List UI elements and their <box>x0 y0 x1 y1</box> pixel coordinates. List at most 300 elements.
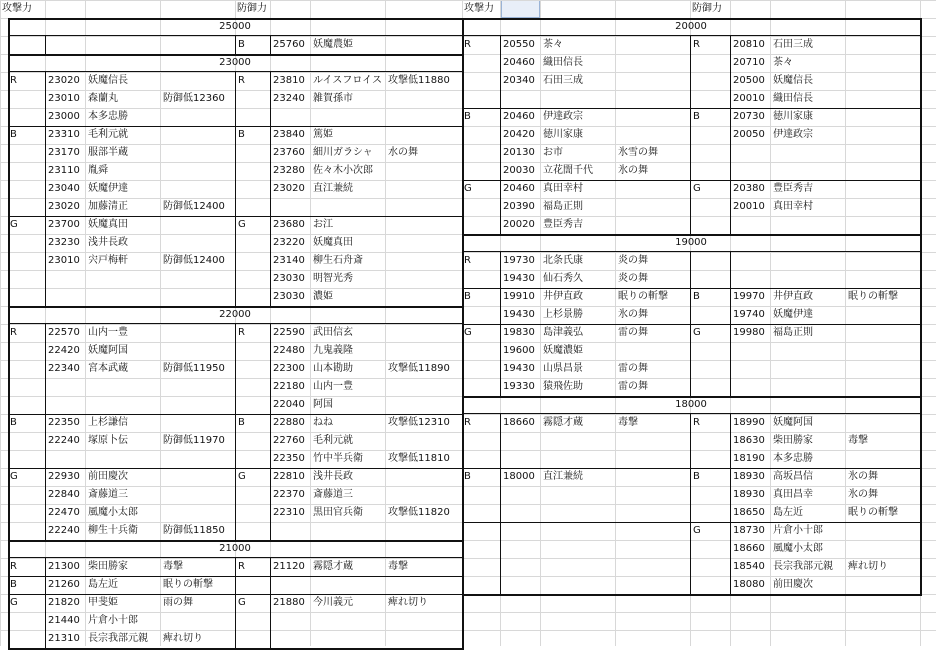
cell-attr-left: R <box>464 417 471 428</box>
cell-score-right: 22350 <box>273 453 305 464</box>
cell-name-left: 島津義弘 <box>543 327 583 338</box>
cell-name-right: 片倉小十郎 <box>773 525 823 536</box>
cell-name-right: 雑賀孫市 <box>313 93 353 104</box>
score-band-header: 19000 <box>675 237 707 248</box>
cell-name-left: お市 <box>543 147 563 158</box>
cell-attr-left: R <box>10 327 17 338</box>
attribute-group-divider <box>8 594 464 595</box>
cell-name-left: 片倉小十郎 <box>88 615 138 626</box>
cell-score-right: 18540 <box>733 561 765 572</box>
cell-score-left: 19730 <box>503 255 535 266</box>
cell-name-right: 徳川家康 <box>773 111 813 122</box>
cell-attr-right: B <box>238 417 245 428</box>
table-inner-vertical <box>690 36 691 234</box>
cell-score-left: 19330 <box>503 381 535 392</box>
cell-score-left: 19430 <box>503 363 535 374</box>
cell-name-left: 北条氏康 <box>543 255 583 266</box>
cell-name-left: 上杉景勝 <box>543 309 583 320</box>
cell-score-right: 18930 <box>733 471 765 482</box>
band-header-top-border <box>8 54 464 56</box>
cell-attr-right: R <box>238 327 245 338</box>
cell-note-left: 炎の舞 <box>618 273 648 284</box>
cell-name-left: 猿飛佐助 <box>543 381 583 392</box>
cell-name-left: 真田幸村 <box>543 183 583 194</box>
cell-attr-right: R <box>693 417 700 428</box>
cell-score-left: 23020 <box>48 201 80 212</box>
cell-score-left: 20420 <box>503 129 535 140</box>
cell-score-left: 22470 <box>48 507 80 518</box>
cell-note-right: 攻撃低11880 <box>388 75 450 86</box>
cell-note-left: 炎の舞 <box>618 255 648 266</box>
cell-attr-right: B <box>693 291 700 302</box>
cell-attr-left: G <box>10 471 18 482</box>
cell-score-left: 23010 <box>48 255 80 266</box>
cell-attr-left: B <box>10 417 17 428</box>
cell-name-right: 濃姫 <box>313 291 333 302</box>
cell-score-left: 23310 <box>48 129 80 140</box>
cell-score-right: 18930 <box>733 489 765 500</box>
score-band-header: 22000 <box>219 309 251 320</box>
cell-name-left: 宮本武蔵 <box>88 363 128 374</box>
cell-score-left: 21310 <box>48 633 80 644</box>
cell-name-left: 宍戸梅軒 <box>88 255 128 266</box>
cell-name-left: 井伊直政 <box>543 291 583 302</box>
cell-score-left: 20130 <box>503 147 535 158</box>
cell-note-right: 眠りの斬撃 <box>848 507 898 518</box>
cell-score-left: 22350 <box>48 417 80 428</box>
cell-attr-right: G <box>238 597 246 608</box>
cell-name-right: 妖魔真田 <box>313 237 353 248</box>
cell-note-right: 攻撃低11820 <box>388 507 450 518</box>
cell-name-right: 真田昌幸 <box>773 489 813 500</box>
cell-score-left: 22570 <box>48 327 80 338</box>
cell-score-left: 20460 <box>503 183 535 194</box>
cell-name-left: 山県昌景 <box>543 363 583 374</box>
cell-score-right: 22590 <box>273 327 305 338</box>
cell-name-left: 山内一豊 <box>88 327 128 338</box>
cell-note-left: 毒撃 <box>163 561 183 572</box>
cell-name-left: 島左近 <box>88 579 118 590</box>
cell-attr-left: R <box>464 255 471 266</box>
score-band-header: 18000 <box>675 399 707 410</box>
cell-score-right: 18730 <box>733 525 765 536</box>
column-heading-label: 防御力 <box>692 3 722 14</box>
cell-score-right: 20050 <box>733 129 765 140</box>
cell-score-right: 18660 <box>733 543 765 554</box>
cell-score-left: 20550 <box>503 39 535 50</box>
cell-name-left: 長宗我部元親 <box>88 633 148 644</box>
cell-name-right: 武田信玄 <box>313 327 353 338</box>
cell-name-left: 石田三成 <box>543 75 583 86</box>
attribute-group-divider <box>462 468 922 469</box>
cell-note-right: 痺れ切り <box>848 561 888 572</box>
cell-score-left: 22840 <box>48 489 80 500</box>
cell-name-left: 服部半蔵 <box>88 147 128 158</box>
cell-name-right: 高坂昌信 <box>773 471 813 482</box>
cell-name-left: 茶々 <box>543 39 563 50</box>
cell-name-left: 浅井長政 <box>88 237 128 248</box>
band-header-top-border <box>8 306 464 308</box>
cell-score-left: 21300 <box>48 561 80 572</box>
cell-score-left: 22340 <box>48 363 80 374</box>
cell-score-right: 23810 <box>273 75 305 86</box>
table-inner-vertical <box>45 72 46 306</box>
attribute-group-divider <box>462 324 922 325</box>
cell-score-left: 19600 <box>503 345 535 356</box>
table-left-border <box>462 18 464 594</box>
cell-name-left: 妖魔阿国 <box>88 345 128 356</box>
cell-score-left: 23110 <box>48 165 80 176</box>
cell-score-left: 19830 <box>503 327 535 338</box>
cell-name-right: 伊達政宗 <box>773 129 813 140</box>
cell-name-right: 細川ガラシャ <box>313 147 373 158</box>
attribute-group-divider <box>462 288 922 289</box>
cell-score-right: 19980 <box>733 327 765 338</box>
cell-attr-right: R <box>238 75 245 86</box>
cell-note-left: 防御低11850 <box>163 525 225 536</box>
cell-name-right: 阿国 <box>313 399 333 410</box>
cell-note-right: 毒撃 <box>388 561 408 572</box>
cell-score-right: 23840 <box>273 129 305 140</box>
cell-name-right: 茶々 <box>773 57 793 68</box>
cell-name-left: 森蘭丸 <box>88 93 118 104</box>
cell-note-left: 雷の舞 <box>618 381 648 392</box>
cell-attr-right: R <box>693 39 700 50</box>
cell-name-right: 織田信長 <box>773 93 813 104</box>
grid-col-line <box>770 0 771 646</box>
cell-score-left: 20460 <box>503 57 535 68</box>
cell-score-right: 23020 <box>273 183 305 194</box>
cell-name-right: 石田三成 <box>773 39 813 50</box>
cell-note-right: 攻撃低12310 <box>388 417 450 428</box>
cell-note-left: 防御低11970 <box>163 435 225 446</box>
table-inner-vertical <box>235 558 236 648</box>
cell-note-left: 毒撃 <box>618 417 638 428</box>
cell-name-right: 風魔小太郎 <box>773 543 823 554</box>
grid-row-line <box>0 270 936 271</box>
cell-attr-right: B <box>693 471 700 482</box>
cell-attr-left: R <box>10 561 17 572</box>
cell-score-left: 21440 <box>48 615 80 626</box>
table-right-border <box>920 18 922 594</box>
cell-name-left: 妖魔真田 <box>88 219 128 230</box>
cell-note-right: 氷の舞 <box>848 489 878 500</box>
cell-score-left: 23020 <box>48 75 80 86</box>
band-header-top-border <box>462 234 922 236</box>
cell-note-left: 痺れ切り <box>163 633 203 644</box>
cell-name-right: 山内一豊 <box>313 381 353 392</box>
table-bottom-border <box>462 594 922 596</box>
cell-attr-right: B <box>238 39 245 50</box>
table-inner-vertical <box>270 72 271 306</box>
table-inner-vertical <box>45 36 46 54</box>
cell-score-right: 18080 <box>733 579 765 590</box>
cell-name-right: ねね <box>313 417 333 428</box>
table-inner-vertical <box>730 414 731 594</box>
score-band-header: 25000 <box>219 21 251 32</box>
grid-col-line <box>540 0 541 646</box>
cell-note-left: 雷の舞 <box>618 363 648 374</box>
table-inner-vertical <box>500 36 501 234</box>
table-inner-vertical <box>235 72 236 306</box>
table-inner-vertical <box>500 414 501 594</box>
cell-score-right: 20710 <box>733 57 765 68</box>
score-band-header: 23000 <box>219 57 251 68</box>
cell-score-right: 19740 <box>733 309 765 320</box>
table-inner-vertical <box>45 558 46 648</box>
cell-score-right: 23280 <box>273 165 305 176</box>
column-heading-label: 攻撃力 <box>464 3 494 14</box>
cell-name-left: 柴田勝家 <box>88 561 128 572</box>
cell-name-left: 伊達政宗 <box>543 111 583 122</box>
cell-score-left: 23010 <box>48 93 80 104</box>
cell-name-right: 山本勘助 <box>313 363 353 374</box>
cell-note-left: 雷の舞 <box>618 327 648 338</box>
cell-attr-left: R <box>10 75 17 86</box>
cell-score-right: 20500 <box>733 75 765 86</box>
cell-score-right: 22880 <box>273 417 305 428</box>
cell-note-left: 氷の舞 <box>618 165 648 176</box>
table-inner-vertical <box>690 414 691 594</box>
cell-note-left: 眠りの斬撃 <box>163 579 213 590</box>
grid-row-line <box>0 378 936 379</box>
cell-score-right: 21880 <box>273 597 305 608</box>
cell-score-left: 20340 <box>503 75 535 86</box>
cell-attr-right: G <box>693 327 701 338</box>
cell-score-left: 23700 <box>48 219 80 230</box>
attribute-group-divider <box>8 576 464 577</box>
cell-score-right: 22370 <box>273 489 305 500</box>
table-inner-vertical <box>270 324 271 540</box>
cell-score-left: 22240 <box>48 525 80 536</box>
cell-score-right: 23030 <box>273 291 305 302</box>
cell-attr-right: R <box>238 561 245 572</box>
score-band-header: 20000 <box>675 21 707 32</box>
cell-name-right: 妖魔信長 <box>773 75 813 86</box>
cell-score-right: 22310 <box>273 507 305 518</box>
attribute-group-divider <box>8 468 464 469</box>
cell-score-right: 20010 <box>733 201 765 212</box>
cell-name-left: 豊臣秀吉 <box>543 219 583 230</box>
cell-score-left: 20390 <box>503 201 535 212</box>
cell-name-right: 柳生石舟斎 <box>313 255 363 266</box>
cell-name-right: 浅井長政 <box>313 471 353 482</box>
table-inner-vertical <box>235 324 236 540</box>
cell-score-right: 18630 <box>733 435 765 446</box>
cell-note-right: 眠りの斬撃 <box>848 291 898 302</box>
cell-score-right: 19970 <box>733 291 765 302</box>
cell-note-left: 防御低11950 <box>163 363 225 374</box>
cell-name-right: 斎藤道三 <box>313 489 353 500</box>
attribute-group-divider <box>8 126 464 127</box>
cell-note-left: 防御低12360 <box>163 93 225 104</box>
table-left-border <box>8 18 10 648</box>
score-band-header: 21000 <box>219 543 251 554</box>
cell-score-right: 23220 <box>273 237 305 248</box>
cell-attr-left: B <box>10 579 17 590</box>
cell-score-right: 18190 <box>733 453 765 464</box>
cell-name-left: 妖魔濃姫 <box>543 345 583 356</box>
table-inner-vertical <box>270 36 271 54</box>
cell-attr-right: G <box>693 183 701 194</box>
cell-name-left: 霧隠才蔵 <box>543 417 583 428</box>
column-heading-label: 攻撃力 <box>2 3 32 14</box>
cell-name-left: 福島正則 <box>543 201 583 212</box>
cell-score-left: 22240 <box>48 435 80 446</box>
cell-name-left: 直江兼続 <box>543 471 583 482</box>
cell-score-right: 18990 <box>733 417 765 428</box>
cell-name-right: 黒田官兵衛 <box>313 507 363 518</box>
band-header-bottom-border <box>8 35 464 36</box>
cell-note-left: 雨の舞 <box>163 597 193 608</box>
cell-note-left: 眠りの斬撃 <box>618 291 668 302</box>
cell-score-right: 22040 <box>273 399 305 410</box>
cell-name-left: 前田慶次 <box>88 471 128 482</box>
cell-name-right: 竹中半兵衛 <box>313 453 363 464</box>
cell-score-right: 25760 <box>273 39 305 50</box>
attribute-group-divider <box>462 108 922 109</box>
cell-score-left: 20030 <box>503 165 535 176</box>
table-inner-vertical <box>730 36 731 234</box>
cell-note-right: 痺れ切り <box>388 597 428 608</box>
grid-col-line <box>615 0 616 646</box>
table-inner-vertical <box>45 324 46 540</box>
grid-col-line <box>845 0 846 646</box>
grid-col-line <box>0 0 1 646</box>
cell-name-left: 仙石秀久 <box>543 273 583 284</box>
cell-attr-right: G <box>693 525 701 536</box>
table-inner-vertical <box>270 558 271 648</box>
cell-name-left: 立花誾千代 <box>543 165 593 176</box>
cell-score-left: 18660 <box>503 417 535 428</box>
column-heading-label: 防御力 <box>237 3 267 14</box>
cell-attr-left: B <box>10 129 17 140</box>
cell-name-left: 甲斐姫 <box>88 597 118 608</box>
cell-name-left: 本多忠勝 <box>88 111 128 122</box>
cell-score-right: 23240 <box>273 93 305 104</box>
cell-score-left: 19910 <box>503 291 535 302</box>
cell-name-right: 毛利元就 <box>313 435 353 446</box>
cell-name-right: 篤姫 <box>313 129 333 140</box>
cell-attr-right: G <box>238 219 246 230</box>
cell-name-left: 毛利元就 <box>88 129 128 140</box>
cell-name-left: 上杉謙信 <box>88 417 128 428</box>
cell-score-right: 22760 <box>273 435 305 446</box>
cell-score-left: 23040 <box>48 183 80 194</box>
cell-note-right: 攻撃低11890 <box>388 363 450 374</box>
cell-note-right: 攻撃低11810 <box>388 453 450 464</box>
cell-name-right: 豊臣秀吉 <box>773 183 813 194</box>
cell-name-left: 加藤清正 <box>88 201 128 212</box>
cell-note-left: 防御低12400 <box>163 255 225 266</box>
cell-attr-left: B <box>464 291 471 302</box>
cell-attr-left: B <box>464 471 471 482</box>
band-header-top-border <box>462 396 922 398</box>
cell-score-left: 22930 <box>48 471 80 482</box>
attribute-group-divider <box>462 522 922 523</box>
selected-cell[interactable] <box>501 0 540 18</box>
cell-score-left: 20020 <box>503 219 535 230</box>
cell-attr-left: R <box>464 39 471 50</box>
cell-attr-left: G <box>464 327 472 338</box>
cell-note-left: 防御低12400 <box>163 201 225 212</box>
band-header-top-border <box>8 540 464 542</box>
cell-note-right: 毒撃 <box>848 435 868 446</box>
band-header-top-border <box>8 18 464 20</box>
cell-score-right: 18650 <box>733 507 765 518</box>
cell-note-left: 氷の舞 <box>618 309 648 320</box>
attribute-group-divider <box>462 180 922 181</box>
cell-name-right: 島左近 <box>773 507 803 518</box>
cell-score-right: 20010 <box>733 93 765 104</box>
cell-name-left: 胤舜 <box>88 165 108 176</box>
cell-attr-right: B <box>693 111 700 122</box>
cell-score-left: 23000 <box>48 111 80 122</box>
cell-name-right: 妖魔農姫 <box>313 39 353 50</box>
cell-name-right: 九鬼義隆 <box>313 345 353 356</box>
cell-name-right: ルイスフロイス <box>313 75 382 86</box>
cell-score-left: 18000 <box>503 471 535 482</box>
cell-name-left: 塚原卜伝 <box>88 435 128 446</box>
cell-score-right: 22480 <box>273 345 305 356</box>
cell-attr-left: G <box>10 219 18 230</box>
attribute-group-divider <box>8 216 464 217</box>
attribute-group-divider <box>8 414 464 415</box>
cell-name-right: 柴田勝家 <box>773 435 813 446</box>
cell-score-right: 22180 <box>273 381 305 392</box>
cell-name-right: 福島正則 <box>773 327 813 338</box>
band-header-top-border <box>462 18 922 20</box>
cell-score-right: 23680 <box>273 219 305 230</box>
cell-score-left: 20460 <box>503 111 535 122</box>
cell-name-right: 霧隠才蔵 <box>313 561 353 572</box>
cell-score-right: 23140 <box>273 255 305 266</box>
cell-note-right: 氷の舞 <box>848 471 878 482</box>
cell-name-right: 長宗我部元親 <box>773 561 833 572</box>
cell-name-left: 妖魔伊達 <box>88 183 128 194</box>
cell-score-right: 22810 <box>273 471 305 482</box>
cell-name-left: 風魔小太郎 <box>88 507 138 518</box>
cell-note-left: 氷雪の舞 <box>618 147 658 158</box>
cell-score-left: 21260 <box>48 579 80 590</box>
cell-score-left: 23170 <box>48 147 80 158</box>
cell-name-right: 前田慶次 <box>773 579 813 590</box>
cell-name-right: 今川義元 <box>313 597 353 608</box>
cell-name-right: 妖魔阿国 <box>773 417 813 428</box>
cell-name-left: 妖魔信長 <box>88 75 128 86</box>
cell-attr-left: B <box>464 111 471 122</box>
cell-score-right: 20380 <box>733 183 765 194</box>
cell-name-right: お江 <box>313 219 333 230</box>
cell-name-right: 井伊直政 <box>773 291 813 302</box>
cell-name-right: 妖魔伊達 <box>773 309 813 320</box>
cell-attr-left: G <box>464 183 472 194</box>
cell-score-right: 21120 <box>273 561 305 572</box>
cell-name-right: 真田幸村 <box>773 201 813 212</box>
cell-name-left: 織田信長 <box>543 57 583 68</box>
cell-score-right: 20730 <box>733 111 765 122</box>
cell-attr-right: B <box>238 129 245 140</box>
cell-score-right: 23030 <box>273 273 305 284</box>
cell-score-right: 22300 <box>273 363 305 374</box>
cell-score-right: 23760 <box>273 147 305 158</box>
cell-attr-right: G <box>238 471 246 482</box>
cell-score-left: 19430 <box>503 309 535 320</box>
cell-score-right: 20810 <box>733 39 765 50</box>
cell-score-left: 23230 <box>48 237 80 248</box>
cell-score-left: 22420 <box>48 345 80 356</box>
cell-name-right: 直江兼続 <box>313 183 353 194</box>
